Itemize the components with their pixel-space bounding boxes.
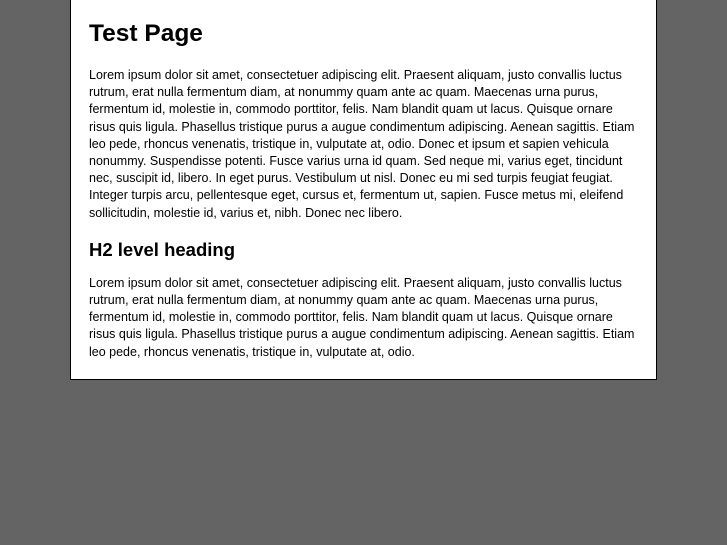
section-heading: H2 level heading: [89, 238, 235, 260]
page-container: [70, 0, 657, 380]
page-title: Test Page: [89, 20, 203, 47]
page-content: [89, 0, 641, 361]
body-paragraph-1: Lorem ipsum dolor sit amet, consectetuer adipiscing elit. Praesent aliquam, justo convallis luctus rutrum, erat nulla fermentum diam, at nonummy quam ante ac quam. Maecenas urna purus, fermentum id, molestie in, commodo porttitor, felis. Nam blandit quam ut lacus. Quisque ornare risus quis ligula. Phasellus tristique purus a augue condimentum adipiscing. Aenean sagittis. Etiam leo pede, rhoncus venenatis, tristique in, vulputate at, odio. Donec et ipsum et sapien vehicula nonummy. Suspendisse potenti. Fusce varius urna id quam. Sed neque mi, varius eget, tincidunt nec, suscipit id, libero. In eget purus. Vestibulum ut nisl. Donec eu mi sed turpis feugiat feugiat. Integer turpis arcu, pellentesque eget, cursus et, fermentum ut, sapien. Fusce metus mi, eleifend sollicitudin, molestie id, varius et, nibh. Donec nec libero.: [89, 68, 635, 220]
body-paragraph-2: Lorem ipsum dolor sit amet, consectetuer adipiscing elit. Praesent aliquam, justo convallis luctus rutrum, erat nulla fermentum diam, at nonummy quam ante ac quam. Maecenas urna purus, fermentum id, molestie in, commodo porttitor, felis. Nam blandit quam ut lacus. Quisque ornare risus quis ligula. Phasellus tristique purus a augue condimentum adipiscing. Aenean sagittis. Etiam leo pede, rhoncus venenatis, tristique in, vulputate at, odio.: [89, 275, 635, 359]
